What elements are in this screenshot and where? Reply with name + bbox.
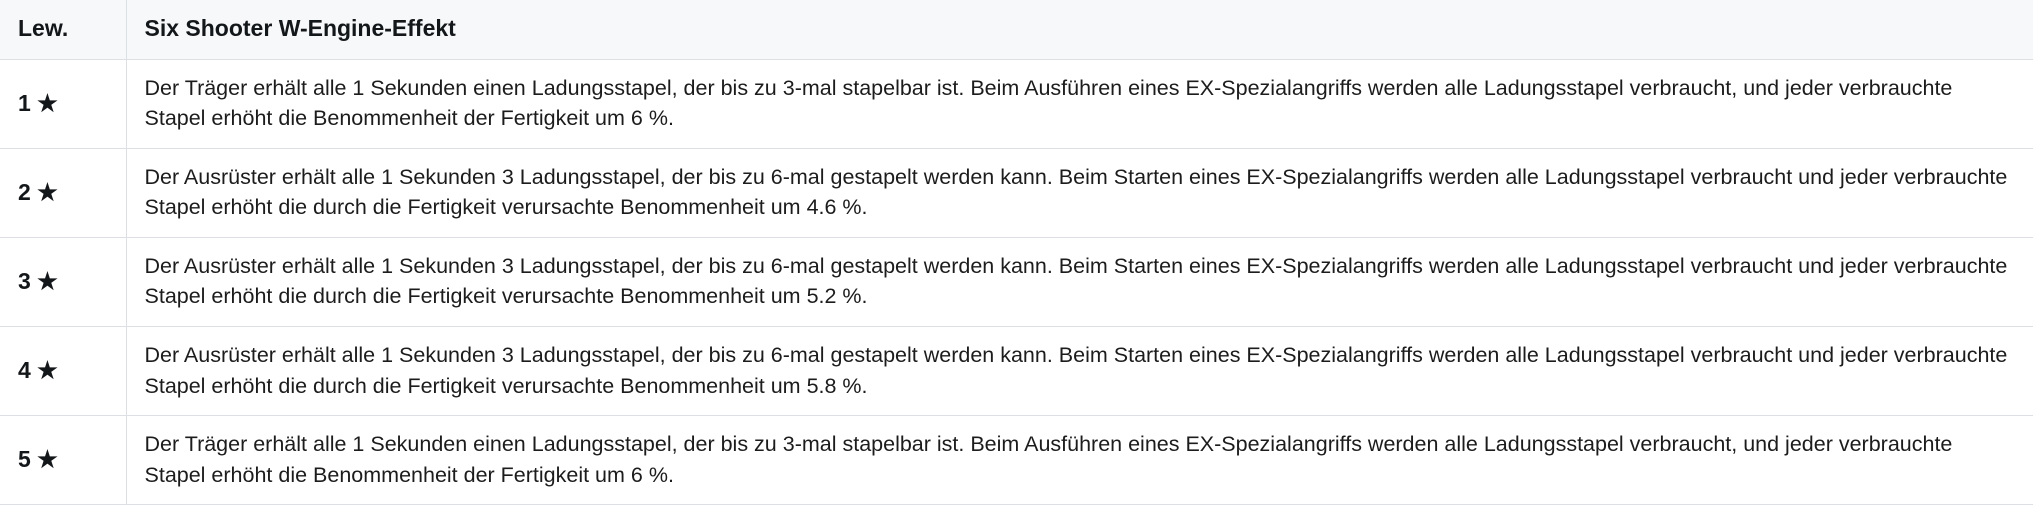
- cell-effect: Der Träger erhält alle 1 Sekunden einen Ladungsstapel, der bis zu 3-mal stapelbar ist. Beim Ausführen eines EX-Spezialangriffs werden alle Ladungsstapel verbraucht, und jeder verbrauchte Stapel erhöht die Benommenheit der Fertigkeit um 6 %.: [126, 416, 2033, 505]
- cell-effect: Der Träger erhält alle 1 Sekunden einen Ladungsstapel, der bis zu 3-mal stapelbar ist. Beim Ausführen eines EX-Spezialangriffs werden alle Ladungsstapel verbraucht, und jeder verbrauchte Stapel erhöht die Benommenheit der Fertigkeit um 6 %.: [126, 59, 2033, 148]
- cell-level: 3 ★: [0, 237, 126, 326]
- table-row: [0, 148, 2033, 237]
- table-header: [0, 0, 2033, 59]
- cell-level: 2 ★: [0, 148, 126, 237]
- column-header-level: Lew.: [0, 0, 126, 59]
- cell-effect: Der Ausrüster erhält alle 1 Sekunden 3 Ladungsstapel, der bis zu 6-mal gestapelt werden kann. Beim Starten eines EX-Spezialangriffs werden alle Ladungsstapel verbraucht und jeder verbrauchte Stapel erhöht die durch die Fertigkeit verursachte Benommenheit um 5.8 %.: [126, 326, 2033, 415]
- column-header-effect: Six Shooter W-Engine-Effekt: [126, 0, 2033, 59]
- table-header-row: [0, 0, 2033, 59]
- table-body: [0, 59, 2033, 504]
- table-row: [0, 416, 2033, 505]
- table-row: [0, 326, 2033, 415]
- cell-effect: Der Ausrüster erhält alle 1 Sekunden 3 Ladungsstapel, der bis zu 6-mal gestapelt werden kann. Beim Starten eines EX-Spezialangriffs werden alle Ladungsstapel verbraucht und jeder verbrauchte Stapel erhöht die durch die Fertigkeit verursachte Benommenheit um 5.2 %.: [126, 237, 2033, 326]
- cell-effect: Der Ausrüster erhält alle 1 Sekunden 3 Ladungsstapel, der bis zu 6-mal gestapelt werden kann. Beim Starten eines EX-Spezialangriffs werden alle Ladungsstapel verbraucht und jeder verbrauchte Stapel erhöht die durch die Fertigkeit verursachte Benommenheit um 4.6 %.: [126, 148, 2033, 237]
- table-row: [0, 59, 2033, 148]
- cell-level: 5 ★: [0, 416, 126, 505]
- cell-level: 1 ★: [0, 59, 126, 148]
- cell-level: 4 ★: [0, 326, 126, 415]
- table-row: [0, 237, 2033, 326]
